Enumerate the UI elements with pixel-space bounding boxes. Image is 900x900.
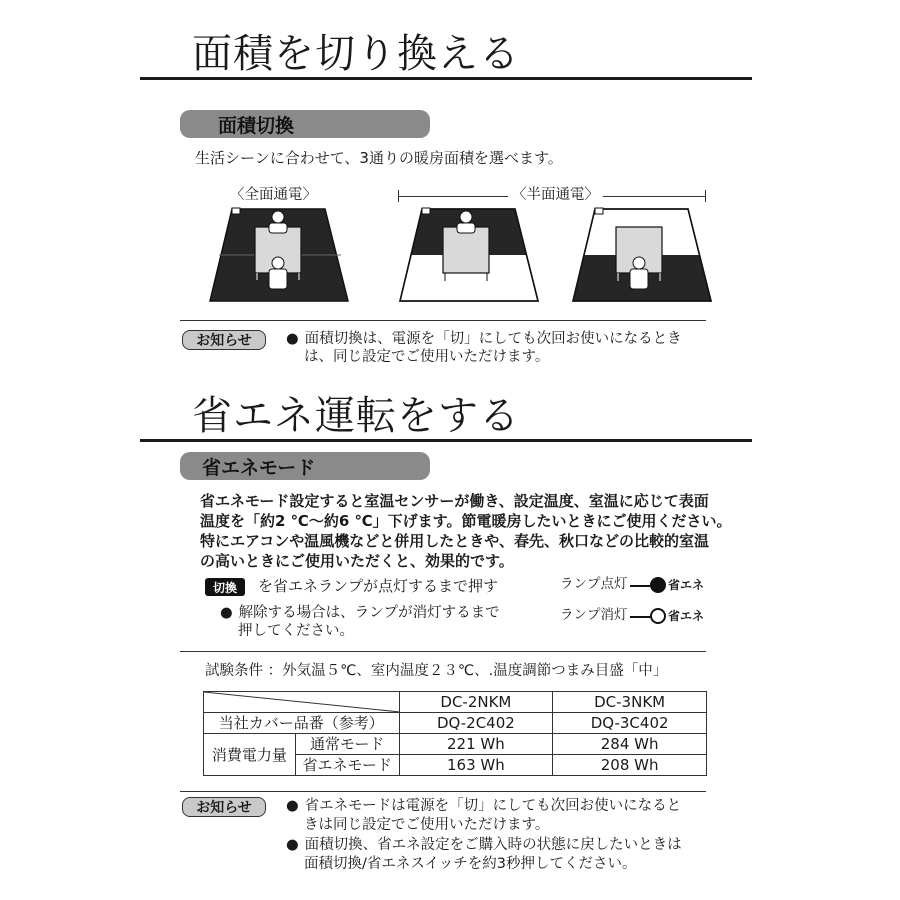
notice1-line2: は、同じ設定でご使用いただけます。 [304, 349, 550, 365]
mode-eco: 省エネモード [295, 755, 399, 776]
normal-value-1: 221 Wh [399, 734, 553, 755]
eco-title: 省エネ運転をする [192, 393, 520, 439]
cover-label: 当社カバー品番（参考） [204, 713, 400, 734]
notice2-b2-line2: 面積切換/省エネスイッチを約3秒押してください。 [304, 856, 637, 872]
cover-value-2: DQ-3C402 [553, 713, 707, 734]
area-section-label: 面積切換 [218, 114, 295, 137]
area-intro: 生活シーンに合わせて、3通りの暖房面積を選べます。 [195, 149, 563, 167]
table-row [204, 734, 707, 755]
model-header-2: DC-3NKM [553, 692, 707, 713]
table-row [204, 692, 707, 713]
lamp-off-name: 省エネ [668, 609, 705, 623]
label-half-power: 〈半面通電〉 [508, 186, 603, 205]
area-section-header [180, 110, 430, 138]
lamp-on-label: ランプ点灯 [560, 576, 628, 592]
diagram-full-power [205, 205, 355, 303]
cover-value-1: DQ-2C402 [399, 713, 553, 734]
test-conditions: 試験条件 ：外気温５℃、室内温度２３℃、.温度調節つまみ目盛「中」 [205, 663, 668, 679]
mode-normal: 通常モード [295, 734, 399, 755]
eco-cancel-line2: 押してください。 [238, 623, 354, 639]
lamp-on-name: 省エネ [668, 578, 705, 592]
diagram-half-back [395, 205, 545, 303]
switch-button-icon: 切換 [205, 578, 245, 596]
power-label: 消費電力量 [204, 734, 296, 776]
notice2-b2-line1: ● 面積切換、省エネ設定をご購入時の状態に戻したいときは [286, 836, 682, 855]
notice2-b1-line2: きは同じ設定でご使用いただけます。 [304, 817, 550, 833]
normal-value-2: 284 Wh [553, 734, 707, 755]
diagram-half-front [568, 205, 718, 303]
notice2-b1-line1: ● 省エネモードは電源を「切」にしても次回お使いになると [286, 797, 681, 816]
lamp-on-leader [630, 585, 652, 587]
eco-desc-line1: 省エネモード設定すると室温センサーが働き、設定温度、室温に応じて表面 [200, 492, 709, 510]
lamp-off-label: ランプ消灯 [560, 607, 628, 623]
eco-section-header [180, 452, 430, 480]
half-bracket-right [705, 190, 706, 202]
eco-title-rule [140, 439, 752, 442]
eco-value-2: 208 Wh [553, 755, 707, 776]
notice2-divider [180, 791, 706, 792]
notice1-tag: お知らせ [182, 330, 266, 350]
eco-cancel-line1: ● 解除する場合は、ランプが消灯するまで [220, 604, 500, 623]
area-title: 面積を切り換える [192, 31, 520, 77]
area-title-rule [140, 77, 752, 80]
eco-step-text: を省エネランプが点灯するまで押す [258, 577, 499, 595]
label-full-power: 〈全面通電〉 [230, 187, 317, 203]
lamp-off-leader [630, 616, 652, 618]
table-row [204, 713, 707, 734]
eco-desc-line3: 特にエアコンや温風機などと併用したときや、春先、秋口などの比較的室温 [200, 532, 709, 550]
notice2-tag: お知らせ [182, 797, 266, 817]
lamp-on-icon [650, 577, 666, 593]
table-corner-cell [204, 692, 400, 713]
lamp-off-icon [650, 608, 666, 624]
notice1-line1: ● 面積切換は、電源を「切」にしても次回お使いになるとき [286, 330, 682, 349]
spec-table [203, 691, 707, 776]
eco-desc-line4: の高いときにご使用いただくと、効果的です。 [200, 552, 514, 570]
eco-value-1: 163 Wh [399, 755, 553, 776]
eco-section-label: 省エネモード [202, 456, 316, 479]
notice1-divider [180, 320, 706, 321]
table-diagonal [204, 692, 400, 712]
half-bracket-left [398, 190, 399, 202]
model-header-1: DC-2NKM [399, 692, 553, 713]
test-divider [180, 651, 706, 652]
eco-desc-line2: 温度を「約2 ℃～約6 ℃」下げます。節電暖房したいときにご使用ください。 [200, 512, 732, 530]
